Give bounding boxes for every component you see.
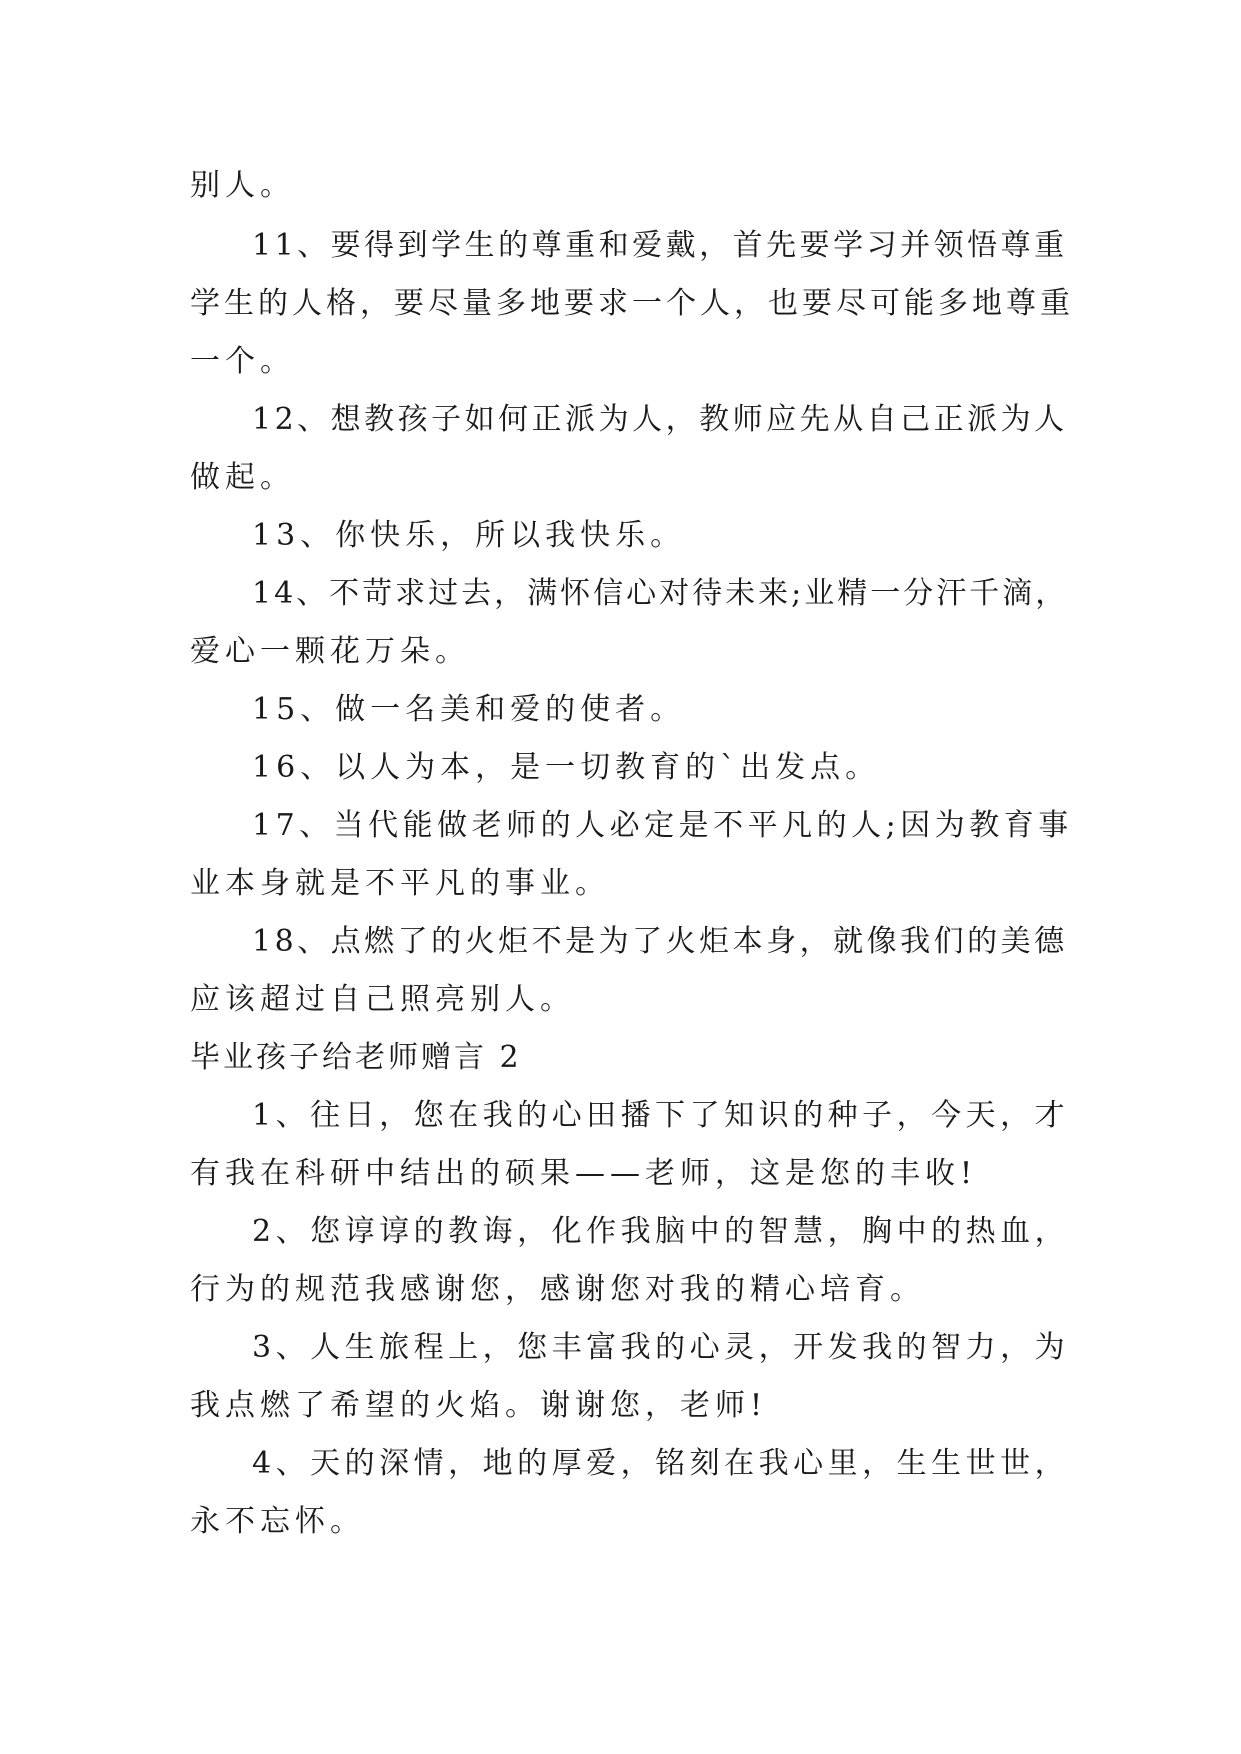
text-line: 15、做一名美和爱的使者。 xyxy=(252,692,686,727)
text-line: 14、不苛求过去，满怀信心对待未来;业精一分汗千滴， xyxy=(252,576,1069,611)
section-heading: 毕业孩子给老师赠言 2 xyxy=(190,1040,522,1075)
text-line: 1、往日，您在我的心田播下了知识的种子，今天，才 xyxy=(252,1098,1070,1133)
text-line: 3、人生旅程上，您丰富我的心灵，开发我的智力，为 xyxy=(252,1330,1070,1365)
text-line: 12、想教孩子如何正派为人，教师应先从自己正派为人 xyxy=(252,402,1068,437)
text-line: 行为的规范我感谢您，感谢您对我的精心培育。 xyxy=(190,1272,925,1307)
text-line: 16、以人为本，是一切教育的`出发点。 xyxy=(252,750,881,785)
text-line: 业本身就是不平凡的事业。 xyxy=(190,866,610,901)
text-line: 学生的人格，要尽量多地要求一个人，也要尽可能多地尊重 xyxy=(190,286,1074,321)
text-line: 18、点燃了的火炬不是为了火炬本身，就像我们的美德 xyxy=(252,924,1068,959)
text-line: 4、天的深情，地的厚爱，铭刻在我心里，生生世世， xyxy=(252,1446,1070,1481)
text-line: 一个。 xyxy=(190,344,295,379)
text-line: 应该超过自己照亮别人。 xyxy=(190,982,575,1017)
text-line: 17、当代能做老师的人必定是不平凡的人;因为教育事 xyxy=(252,808,1073,843)
text-line: 做起。 xyxy=(190,460,295,495)
text-line: 我点燃了希望的火焰。谢谢您，老师! xyxy=(190,1388,768,1423)
text-line: 2、您谆谆的教诲，化作我脑中的智慧，胸中的热血， xyxy=(252,1214,1070,1249)
text-line: 13、你快乐，所以我快乐。 xyxy=(252,518,686,553)
text-line: 爱心一颗花万朵。 xyxy=(190,634,470,669)
text-line: 永不忘怀。 xyxy=(190,1504,365,1539)
text-line: 别人。 xyxy=(190,168,295,203)
text-line: 11、要得到学生的尊重和爱戴，首先要学习并领悟尊重 xyxy=(252,228,1068,263)
text-line: 有我在科研中结出的硕果——老师，这是您的丰收! xyxy=(190,1156,978,1191)
